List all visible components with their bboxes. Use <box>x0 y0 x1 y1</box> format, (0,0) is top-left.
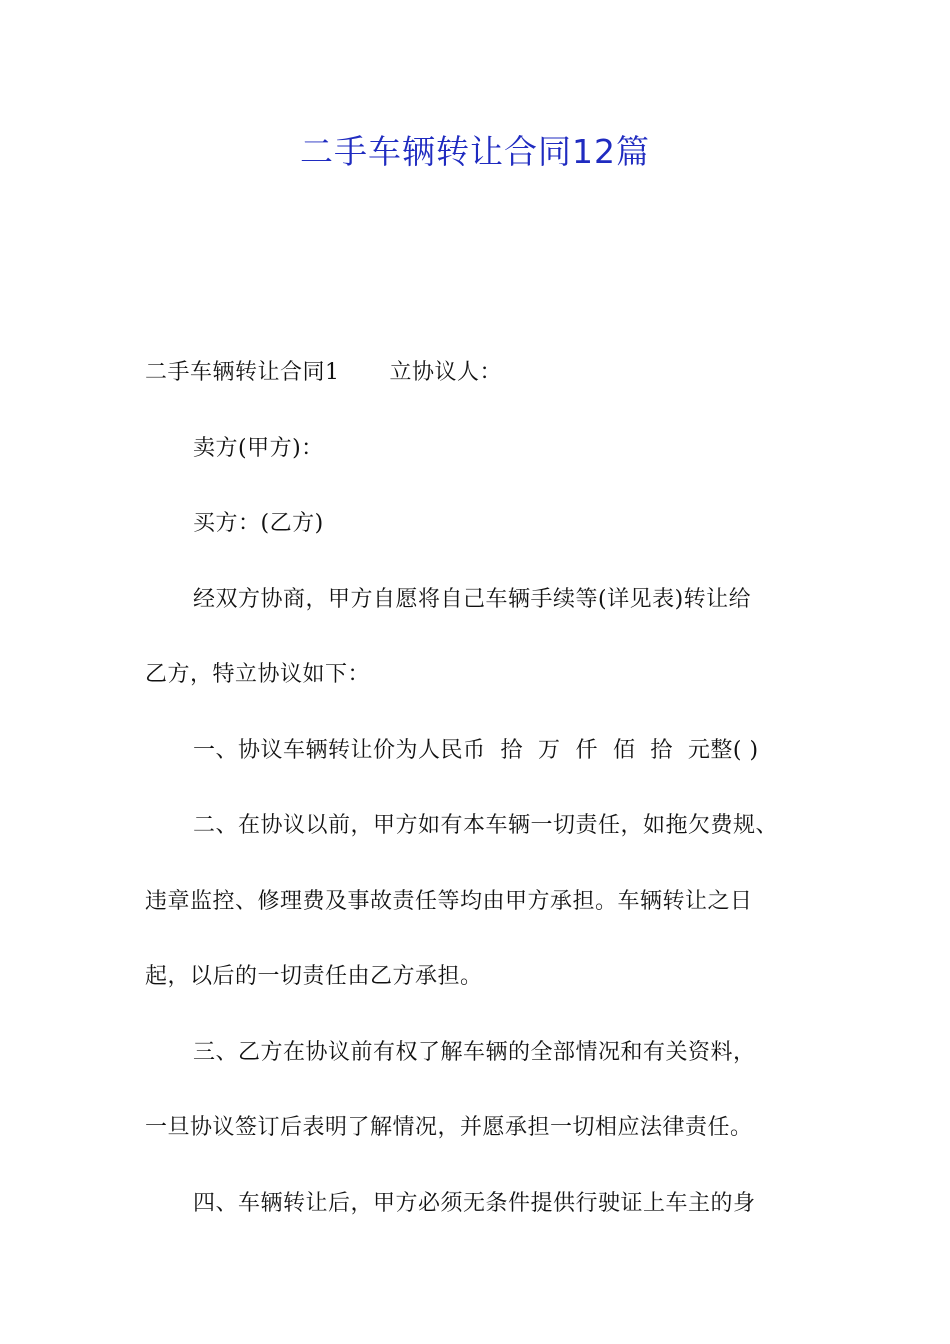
clause-1-line: 一、协议车辆转让价为人民币 拾 万 仟 佰 拾 元整( ) <box>193 737 759 763</box>
clause-3-line: 三、乙方在协议前有权了解车辆的全部情况和有关资料， <box>193 1039 756 1065</box>
paragraph-line: 一旦协议签订后表明了解情况，并愿承担一切相应法律责任。 <box>145 1115 753 1140</box>
paragraph-line: 起，以后的一切责任由乙方承担。 <box>145 964 483 989</box>
clause-4-line: 四、车辆转让后，甲方必须无条件提供行驶证上车主的身 <box>193 1190 756 1216</box>
parties-label: 立协议人： <box>389 360 503 385</box>
clause-2-line: 二、在协议以前，甲方如有本车辆一切责任，如拖欠费规、 <box>193 813 779 838</box>
paragraph-line: 经双方协商，甲方自愿将自己车辆手续等(详见表)转让给 <box>193 586 752 612</box>
seller-line: 卖方(甲方)： <box>193 435 324 461</box>
document-title: 二手车辆转让合同12篇 <box>300 132 650 171</box>
document-body <box>145 335 825 1241</box>
paragraph-line: 乙方，特立协议如下： <box>145 662 371 687</box>
paragraph-line: 违章监控、修理费及事故责任等均由甲方承担。车辆转让之日 <box>145 888 753 914</box>
paragraph-line-heading <box>145 335 825 411</box>
buyer-line: 买方：(乙方) <box>193 511 324 536</box>
contract-heading: 二手车辆转让合同1 <box>145 360 340 385</box>
